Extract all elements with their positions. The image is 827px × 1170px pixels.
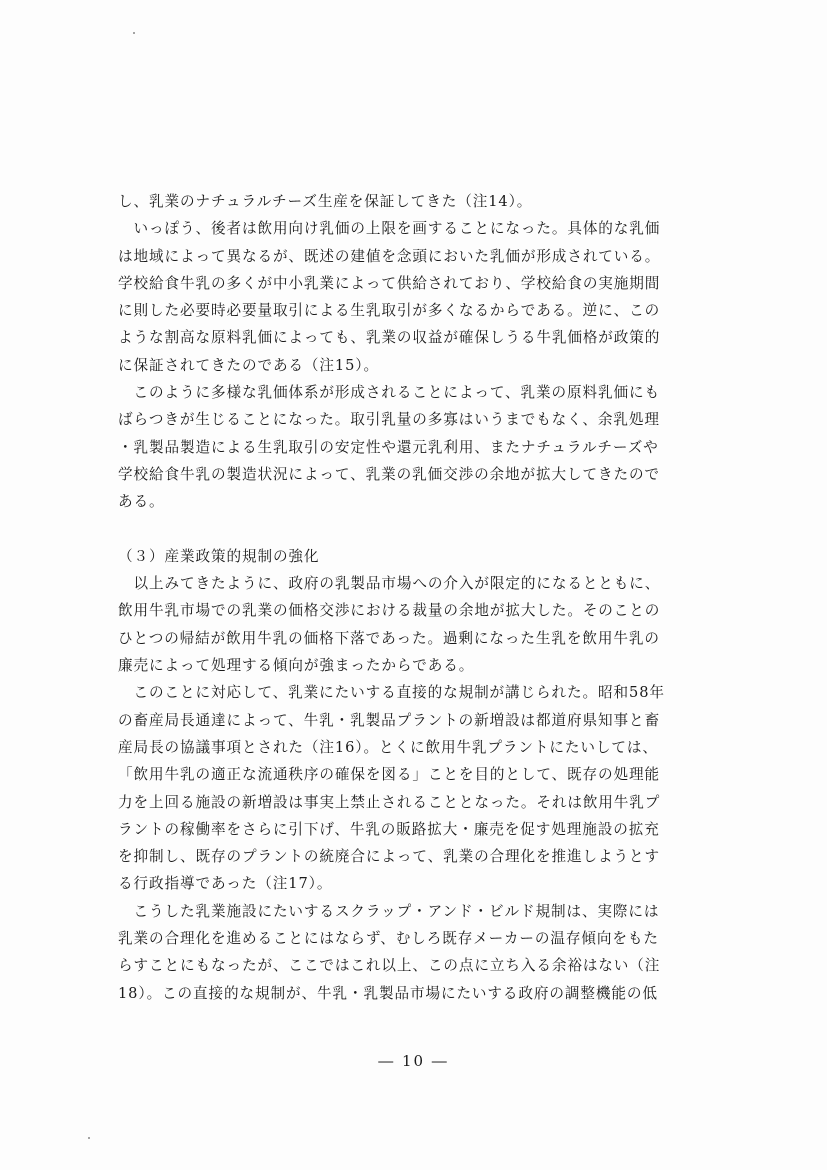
paragraph-line: に保証されてきたのである（注15）。 [118,356,379,374]
body-text [118,188,718,1007]
paragraph-line: 「飲用牛乳の適正な流通秩序の確保を図る」ことを目的として、既存の処理能 [118,766,660,784]
paragraph-line: ・乳製品製造による生乳取引の安定性や還元乳利用、またナチュラルチーズや [118,438,659,456]
paragraph-line: 乳業の合理化を進めることにはならず、むしろ既存メーカーの温存傾向をもた [118,930,659,948]
paragraph-line: は地域によって異なるが、既述の建値を念頭においた乳価が形成されている。 [118,247,661,265]
paragraph-line: を抑制し、既存のプラントの統廃合によって、乳業の合理化を推進しようとす [118,848,660,866]
paragraph-line: 力を上回る施設の新増設は事実上禁止されることとなった。それは飲用牛乳プ [118,793,661,811]
paragraph-line: このことに対応して、乳業にたいする直接的な規制が講じられた。昭和58年 [118,684,665,702]
paragraph-gap [118,516,718,543]
paragraph-line: 飲用牛乳市場での乳業の価格交渉における裁量の余地が拡大した。そのことの [118,602,661,620]
paragraph-line: 産局長の協議事項とされた（注16）。とくに飲用牛乳プラントにたいしては、 [118,738,658,756]
paragraph-line: こうした乳業施設にたいするスクラップ・アンド・ビルド規制は、実際には [118,902,660,920]
paragraph-line: ばらつきが生じることになった。取引乳量の多寡はいうまでもなく、余乳処理 [118,411,660,429]
paragraph-line: し、乳業のナチュラルチーズ生産を保証してきた（注14）。 [118,193,533,210]
page-number: ― 10 ― [378,1052,449,1070]
section-heading: （３）産業政策的規制の強化 [118,547,320,565]
paragraph-line: 学校給食牛乳の製造状況によって、乳業の乳価交渉の余地が拡大してきたので [118,465,660,483]
paragraph-line: 学校給食牛乳の多くが中小乳業によって供給されており、学校給食の実施期間 [118,274,661,292]
paragraph-line: このように多様な乳価体系が形成されることによって、乳業の原料乳価にも [118,384,660,402]
paragraph-line: らすことにもなったが、ここではこれ以上、この点に立ち入る余裕はない（注 [118,957,661,975]
paragraph-line: ラントの稼働率をさらに引下げ、牛乳の販路拡大・廉売を促す処理施設の拡充 [118,820,660,838]
paragraph-line: ひとつの帰結が飲用牛乳の価格下落であった。過剰になった生乳を飲用牛乳の [118,629,660,647]
scan-speck [133,32,135,34]
paragraph-line: 廉売によって処理する傾向が強まったからである。 [118,657,475,675]
paragraph-line: に則した必要時必要量取引による生乳取引が多くなるからである。逆に、この [118,302,661,320]
paragraph-line: 18）。この直接的な規制が、牛乳・乳製品市場にたいする政府の調整機能の低 [118,984,658,1002]
scan-speck [88,1137,90,1139]
paragraph-line: の畜産局長通達によって、牛乳・乳製品プラントの新増設は都道府県知事と畜 [118,711,660,729]
paragraph-line: いっぽう、後者は飲用向け乳価の上限を画することになった。具体的な乳価 [118,220,661,238]
paragraph-line: ある。 [118,493,165,511]
paragraph-line: ような割高な原料乳価によっても、乳業の収益が確保しうる牛乳価格が政策的 [118,329,661,347]
paragraph-line: 以上みてきたように、政府の乳製品市場への介入が限定的になるとともに、 [118,575,661,593]
paragraph-line: る行政指導であった（注17）。 [118,875,333,893]
